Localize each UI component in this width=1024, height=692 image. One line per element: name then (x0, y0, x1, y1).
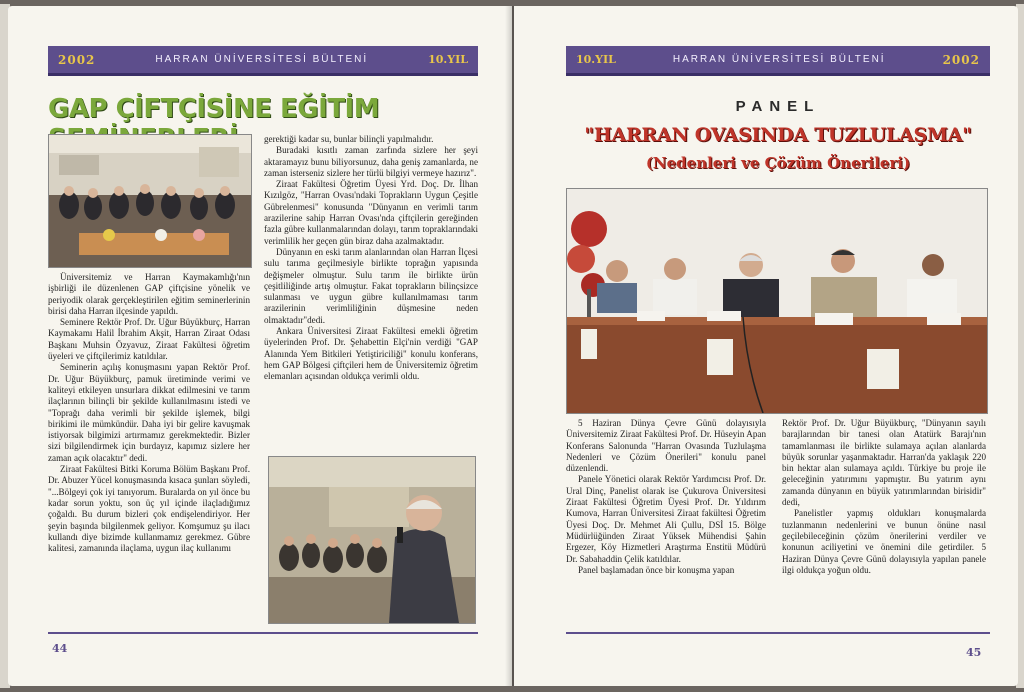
left-footer-rule (48, 632, 478, 634)
speaker-image (269, 457, 475, 623)
left-page-header (48, 46, 478, 76)
header-year: 2002 (942, 52, 980, 67)
paragraph: 5 Haziran Dünya Çevre Günü dolayısıyla Üniversitemiz Ziraat Fakültesi Prof. Dr. Hüseyin Apan Konferans Salonunda "Harran Ovasında Tuzlulaşma Nedenleri ve Çözüm Önerileri" konulu panel düzenlendi. (566, 418, 766, 474)
right-page (514, 6, 1018, 686)
left-page (8, 6, 512, 686)
right-column-2 (782, 418, 986, 622)
paragraph: Dünyanın en eski tarım alanlarından olan Harran İlçesi sulu tarıma geçilmesiyle birlikte toprağın yapısında değişmeler olmuştur. Sulu tarım ile birlikte ürün çeşitliliğinde artış olmuştur. Fakat toprakların bilinçsizce sulanması ve uygun gübre kullanılmaması tarım arazilerinin verimliliğinin düşmesine neden olmaktadır"dedi. (264, 246, 478, 325)
article-headline: GAP ÇİFTÇİSİNE EĞİTİM (48, 94, 380, 124)
header-title: HARRAN ÜNİVERSİTESİ BÜLTENİ (672, 54, 886, 65)
panel-title: "HARRAN OVASINDA TUZLULAŞMA" (584, 124, 972, 146)
header-anniversary: 10.YIL (428, 53, 468, 66)
left-column-1 (48, 272, 250, 620)
paragraph: Rektör Prof. Dr. Uğur Büyükburç, "Dünyanın sayılı barajlarından bir tanesi olan Atatürk Barajı'nın tamamlanması ile birlikte sulamaya açılan alanlarda büyük sorunlar yaşanmaktadır. Harran'da yaklaşık 220 bin hektar alan sulamaya açıldı. Türkiye bu proje ile geleceğinin yatırımını yapmıştır. Bu yatırım aynı zamanda dünyanın en büyük yatırımlarından birisidir" dedi, (782, 418, 986, 508)
right-footer-rule (566, 632, 990, 634)
paragraph: gerektiği kadar su, bunlar bilinçli yapılmalıdır. (264, 134, 434, 144)
panel-subtitle: (Nedenleri ve Çözüm Önerileri) (645, 154, 911, 172)
paragraph: Panel başlamadan önce bir konuşma yapan (578, 564, 735, 575)
header-title: HARRAN ÜNİVERSİTESİ BÜLTENİ (155, 54, 369, 65)
speaker-photo (268, 456, 476, 624)
paragraph: Ankara Üniversitesi Ziraat Fakültesi emekli öğretim üyelerinden Prof. Dr. Şehabettin Elçi'nin verdiği "GAP Alanında Yem Bitkileri Yetiştiriciliği" konulu konferans, hem GAP Bölgesi çiftçileri hem de Üniversitemiz öğretim elemanları açısından oldukça verimli oldu. (264, 326, 478, 382)
header-anniversary: 10.YIL (576, 53, 616, 66)
left-column-2 (264, 134, 478, 450)
seminar-audience-photo (48, 134, 252, 268)
paragraph: Ziraat Fakültesi Öğretim Üyesi Yrd. Doç. Dr. İlhan Kızılgöz, "Harran Ovası'ndaki Toprakların Uygun Çeşitle Gübrelenmesi" konusunda "Dünyanın en verimli tarım arazilerine sahip Harran Ovası'nda çiftçilerin gereğinden fazla gübre kullanmalarından dolayı, tarım topraklarındaki verimlilik her geçen gün biraz daha azalmaktadır. (264, 179, 478, 246)
paragraph: Panele Yönetici olarak Rektör Yardımcısı Prof. Dr. Ural Dinç, Panelist olarak ise Çukurova Üniversitesi Ziraat Fakültesi Öğretim Üyesi Prof. Dr. Yıldırım Kumova, Harran Üniversitesi Ziraat fakültesi Öğretim Üyesi Doç. Dr. Mehmet Ali Çullu, DSİ 15. Bölge Müdürlüğünden Ziraat Yüksek Mühendisi Şahin Ergezer, Köy Hizmetleri Araştırma Enstitü Müdürü Dr. Sabahaddin Çelik katıldılar. (566, 474, 766, 564)
seminar-audience-image (49, 135, 251, 267)
paragraph: Ziraat Fakültesi Bitki Koruma Bölüm Başkanı Prof. Dr. Abuzer Yücel konuşmasında kısaca şunları söyledi, "...Bölgeyi çok iyi tanıyorum. Buralarda on yıl önce bu kadar sorun yoktu, son üç yıl içinde ilaçladığımız çoğaldı. Bu durum bizleri çok endişelendiriyor. Her şeyin başında bilgilenmek geliyor. Komşumuz şu ilacı kullandı diye bizimde kullanmamız gerekmez. Gübre kalitesi, zamanında ilaçlama, uygun ilaç kullanımı (48, 464, 250, 554)
right-page-header (566, 46, 990, 76)
paragraph: Seminerin açılış konuşmasını yapan Rektör Prof. Dr. Uğur Büyükburç, pamuk üretiminde verimi ve kaliteyi etkileyen unsurlara dikkat edilmesini ve tarım ilaçlarının bilinçli bir şekilde kullanılmasını istedi ve "Toprağı daha verimli bir şekilde işlemek, bilgi birikimi ile mümkündür. Daha iyi bir gelire kavuşmak istiyorsak bilgimizi artırmamız gerekmektedir. Bizler sizi bilgilendirmek için burdayız, kapımız sizlere her zaman açık olacaktır" dedi. (48, 362, 250, 463)
panel-image (567, 189, 987, 413)
paragraph: Seminere Rektör Prof. Dr. Uğur Büyükburç, Harran Kaymakamı Halil İbrahim Akşit, Harran Ziraat Odası Başkanı Muhsin Özyavuz, Ziraat Fakültesi öğretim üyeleri ve çiftçilerimiz katıldılar. (48, 317, 250, 362)
paragraph: Üniversitemiz ve Harran Kaymakamlığı'nın işbirliği ile düzenlenen GAP çiftçisine yönelik ve periyodik olarak gerçekleştirilen eğitim seminerlerinin birisi daha Harran ilçesinde yapıldı. (48, 272, 250, 316)
page-number-left: 44 (52, 642, 68, 655)
page-number-right: 45 (966, 646, 982, 659)
panel-photo (566, 188, 988, 414)
right-column-1 (566, 418, 766, 622)
paragraph: Buradaki kısıtlı zaman zarfında sizlere her şeyi aktaramayız bunu biliyorsunuz, daha geniş zamanlarda, ne zaman isterseniz sizlere her türlü bilgiyi vermeye hazırız". (264, 145, 478, 178)
panel-label: PANEL (735, 98, 821, 115)
paragraph: Panelistler yapmış oldukları konuşmalarda tuzlanmanın nedenlerini ve bunun önüne nasıl geçilebileceğinin çözüm önerilerini verdiler ve konunun aciliyetini ve önemini dile getirdiler. 5 Haziran Dünya Çevre Günü dolayısıyla yapılan panele ilgi oldukça yoğun oldu. (782, 508, 986, 575)
header-year: 2002 (58, 52, 96, 67)
